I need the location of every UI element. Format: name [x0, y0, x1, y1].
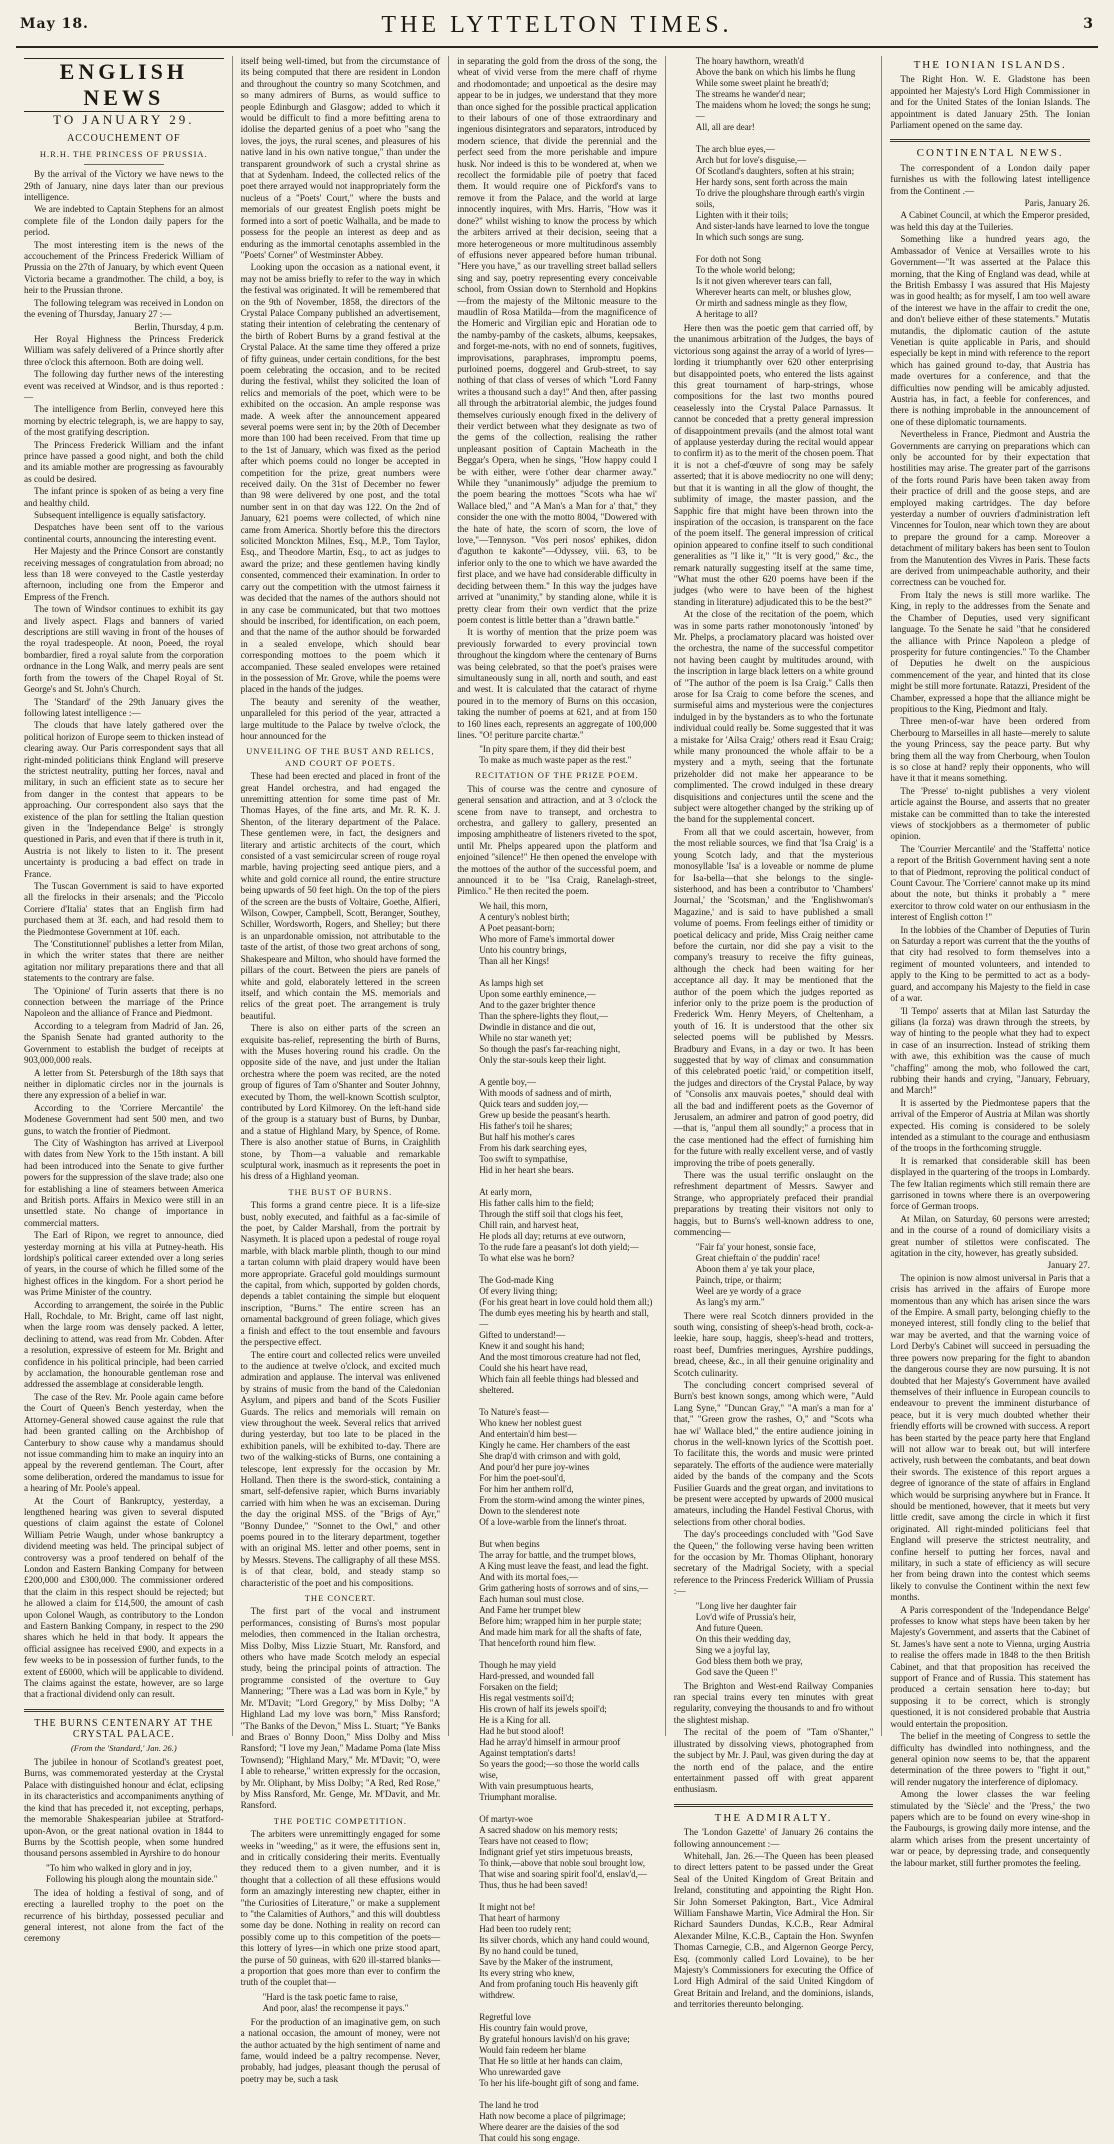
ionian-islands-title: THE IONIAN ISLANDS. — [913, 59, 1067, 71]
section-divider — [24, 1709, 224, 1712]
accouchement-subtitle: H.R.H. THE PRINCESS OF PRUSSIA. — [39, 148, 208, 159]
paragraph: The 'London Gazette' of January 26 contains the following announcement :— — [673, 1827, 874, 1849]
paragraph: A letter from St. Petersburgh of the 18th says that neither in diplomatic circles nor in the journals is there any expression of a belief in war. — [24, 1067, 224, 1101]
paragraph: The Tuscan Government is said to have exported all the firelocks in their arsenals; and the 'Piccolo Corriere d'Italia' states that an English firm had purchased them at 3f. each, and had resold them to the Piedmontese Government at 10f. each. — [24, 881, 224, 937]
paragraph: At the close of the recitation of the poem, which was in some parts rather monotonously 'intoned' by Mr. Phelps, a proclamatory placard was hoisted over the orchestra, the name of the successful competitor not having been caught by multitudes around, with the inscription in large black letters on a white ground of "The author of the poem is Isa Craig." Calls then arose for Isa Craig to come before the scenes, and surmiseful aims and mysterious were the conjectures indulged in by the bystanders as to who the fortunate individual could really be. Some suggested that it was a mistake for 'Ailsa Craig;' others read it Esau Craig; while many pronounced the whole affair to be a mystery and a myth, seeing that the fortunate prizeholder did not make her appearance to be complimented. The crowd indulged in these dreary disquisitions and conjectures until the scene and the subject were altogether changed by the striking up of the band for the supplemental concert. — [673, 609, 874, 825]
paragraph: These had been erected and placed in front of the great Handel orchestra, and had engaged the unremitting attention for some time past of Mr. Thomas Hayes, of the fine arts, and Mr. R. K. J. Shenton, of the literary department of the Palace. These gentlemen were, in fact, the designers and literary and artistic architects of the court, which consisted of a vast semicircular screen of rouge royal marble, having projecting seed antique piers, and a white and gold cornice all round, the entire structure being upwards of 50 feet high. On the top of the piers of the screen are the busts of Voltaire, Goethe, Alfieri, Wilson, Cowper, Campbell, Scott, Beranger, Southey, Schiller, Wordsworth, Rogers, and Shelley; but there is an unpardonable omission, not attributable to the taste of the artist, of those two great archons of song, Shakespeare and Milton, who should have formed the pillars of the court. Between the piers are panels of white and gold, elaborately lettered in the screen itself, and which contain the MS. memorials and relics of the great poet. The arrangement is truly beautiful. — [240, 771, 441, 1021]
paragraph: Something like a hundred years ago, the Ambassador of Venice at Versailles wrote to his Government—"It was asserted at the Palace this morning, that the King of England was dead, while at the British Embassy I was assured that His Majesty was in good health; as for myself, I am too well aware of the interest we have in the affair to credit the one, and don't believe either of these statements." Mutatis mutandis, the diplomatic caution of the astute Venetian is quite applicable in Paris, and should especially be kept in mind with reference to the report which has gained ground to-day, that Austria has made overtures for a conference, and that the difficulties now pending will be amicably adjusted. Austria has, in fact, a feeble for conferences, and there is nothing improbable in the announcement of one of these diplomatic tournaments. — [890, 234, 1090, 427]
paragraph: The case of the Rev. Mr. Poole again came before the Court of Queen's Bench yesterday, when the Attorney-General showed cause against the rule that had been granted calling on the Archbishop of Canterbury to show cause why a mandamus should not issue commanding him to make an inquiry into an appeal by the reverend gentleman. The Court, after some deliberation, ordered the mandamus to issue for a hearing of Mr. Poole's appeal. — [24, 1391, 224, 1494]
paragraph: From all that we could ascertain, however, from the most reliable sources, we find that 'Isa Craig' is a young Scotch lady, and that the mysterious monosyllable 'Isa' is a loveable or nomme de plume for Isa-bella—that she belongs to the single-sisterhood, and has been a contributor to 'Chambers' Journal,' the 'Scotsman,' and the 'Englishwoman's Magazine,' and is said to have published a small volume of poems. From feelings either of timidity or poetical delicacy and pride, Miss Craig neither came before the curtain, nor did she pay a visit to the company's treasury to receive the fifty guineas, although the check had been waiting for her acceptance all day. It may be mentioned that the author of the poem which the judges reported as inferior only to the prize poem is the production of Frederick Wm. Henry Meyers, of Cheltenham, a youth of 16. It is understood that the other six selected poems will be published by Messrs. Bradbury and Evans, in a day or two. It has been suggested that by way of climax and consummation of this celebrated poetic 'raid,' or competition itself, the judges and directors of the Crystal Palace, by way of "Consolis anx mauvais poetes," should deal with all the bad and indifferent poets as the Governor of Jerusalem, an admirer and patron of good poetry, did—that is, "anpul them all soundly;" a process that in the case mentioned had the effect of furnishing him for the future with really excellent verse, and of vastly improving the tribe of poets generally. — [673, 826, 874, 1168]
dateline: Berlin, Thursday, 4 p.m. — [134, 321, 224, 332]
paragraph: From Italy the news is still more warlike. The King, in reply to the addresses from the Senate and the Chamber of Deputies, used very significant language. To the Senate he said "that he considered the alliance with Prince Napoleon a pledge of prosperity for future contingencies." To the Chamber of Deputies he dwelt on the auspicious commencement of the year, and hinted that its close might be still more fortunate. Ratazzi, President of the Chamber, expressed a hope that the alliance might be propitious to the King, Piedmont and Italy. — [890, 589, 1090, 714]
column-4 — [666, 56, 883, 2010]
paragraph: Her Royal Highness the Princess Frederick William was safely delivered of a Prince shortly after three o'clock this afternoon. Both are doing well. — [24, 333, 224, 367]
paragraph: We are indebted to Captain Stephens for an almost complete file of the London daily papers for the period. — [24, 204, 224, 238]
paragraph: The correspondent of a London daily paper furnishes us with the following latest intelligence from the Continent .— — [890, 162, 1090, 196]
paragraph: The City of Washington has arrived at Liverpool with dates from New York to the 15th instant. A bill had been introduced into the Senate to give further powers for the suppression of the slave trade; also one for establishing a line of steamers between America and British ports. Affairs in Mexico were still in an unsettled state. No change of importance in commercial matters. — [24, 1137, 224, 1228]
paragraph: The opinion is now almost universal in Paris that a crisis has arrived in the affairs of Europe more momentous than any which has arisen since the wars of the Empire. A small party, belonging chiefly to the moneyed interest, still fondly cling to the belief that war may be averted, and that the warning voice of Lord Derby's Cabinet will succeed in persuading the three powers now preparing for the fight to abandon the dangerous course they are now pursuing. It is not doubted that her Majesty's Government have availed themselves of their influence in European councils to endeavour to prevent the imminent disturbance of peace, but it is very much doubted whether their friendly efforts will be crowned with success. A report has been started by the peace party here that England will not allow war to break out, but will interfere actively, rush between the combatants, and beat down their swords. The existence of this report argues a degree of ignorance of the state of affairs in England which would be surprising anywhere but in France. It should be mentioned, however, that it meets but very little credit, save among the circle in which it first originated. All right-minded politicians feel that England will preserve the strictest neutrality, and confine herself to putting her forces, naval and military, in such a state of efficiency as will secure her from being drawn into the contest which seems likely to convulse the Continent within the next few months. — [890, 1272, 1090, 1603]
paragraph: The arbiters were unremittingly engaged for some weeks in "weeding," as it were, the effusions sent in, and in critically considering their merits. Eventually they reduced them to a given number, and it is thought that a collection of all these effusions would form an amazingly interesting new chapter, either in "the Curiosities of Literature," or make a supplement to "the Calamities of Authors," and this will doubtless some day be done. Nothing in reality on record can possibly come up to this competition of the poets—this lottery of lyres—in which one prize stood apart, the purse of 50 guineas, with 620 ill-starred blanks—a proportion that goes more than ever to confirm the truth of the couplet that— — [240, 1829, 441, 1988]
paragraph: Three men-of-war have been ordered from Cherbourg to Marseilles in all haste—merely to salute the young Princess, say the peace party. But why bring them all the way from Cherbourg, when Toulon is so close at hand? reply their opponents, who will have it that it means something. — [890, 716, 1090, 784]
paragraph: itself being well-timed, but from the circumstance of its being computed that there are resident in London and throughout the country so many Scotchmen, and so many admirers of Burns, as would suffice to people Edinburgh and Glasgow; added to which it would be difficult to find a more befitting arena to idolise the departed genius of a poet who "sang the loves, the joys, the rural scenes, and pleasures of his native land in his own native tongue," than under the transparent groundwork of such a crystal shrine as that at Sydenham. Indeed, the collected relics of the poet there arrayed would not inappropriately form the nucleus of a "Poets' Court," where the busts and memorials of our greatest English poets might be formed into a sort of poetic Walhalla, and be made to possess for the people an interest as deep and as enduring as the immortal cenotaphs assembled in the "Poets' Corner" of Westminster Abbey. — [240, 56, 441, 260]
verse: "Fair fa' your honest, sonsie face, Great chieftain o' the puddin' race! Aboon them a' ye tak your place, Painch, tripe, or thairm; Weel are ye wordy of a grace As lang's my arm." — [695, 1241, 821, 1307]
column-5 — [882, 56, 1098, 1868]
paragraph: There is also on either parts of the screen an exquisite bas-relief, representing the birth of Burns, with the Muses hovering round his cradle. On the opposite side of the nave, and just under the Italian orchestra where the poem was recited, are the noted group of figures of Tam o'Shanter and Souter Johnny, executed by Thom, the well-known Scottish sculptor, contributed by Lord Kilmorey. On the left-hand side of the group is a statuary bust of Burns, by Dunbar, and a statue of Highland Mary, by Spence, of Rome. There is also another statue of Burns, in Craighlith stone, by Thom—a valuable and remarkable sculptural work, inasmuch as it represents the poet in his dress of a Highland yeoman. — [240, 1023, 441, 1182]
paragraph: According to a telegram from Madrid of Jan. 26, the Spanish Senate had granted authority to the Government to establish the budget of receipts at 903,000,000 reals. — [24, 1020, 224, 1066]
english-news-subheadline: TO JANUARY 29. — [53, 112, 195, 127]
paragraph: 'Il Tempo' asserts that at Milan last Saturday the gilians (la forza) was drawn through the streets, by way of hinting to the people what they had to expect in case of an insurrection. Instead of striking them with awe, this exhibition was the cause of much "chaffing" among the mob, who followed the cart, rubbing their hands and crying, "January, February, and March!" — [890, 1005, 1090, 1096]
paragraph: The beauty and serenity of the weather, unparalleled for this period of the year, attracted a large multitude to the Palace by twelve o'clock, the hour announced for the — [240, 696, 441, 741]
poetic-competition-heading: THE POETIC COMPETITION. — [273, 1815, 408, 1826]
paragraph: The 'Standard' of the 29th January gives the following latest intelligence :— — [24, 696, 224, 718]
paragraph: The entire court and collected relics were unveiled to the audience at twelve o'clock, and excited much admiration and applause. The interval was enlivened by strains of music from the band of the Caledonian Asylum, and pipers and band of the Scots Fusilier Guards. The relics and memorials will remain on view throughout the week. Several relics that arrived during yesterday, but too late to be placed in the exhibition panels, will be exhibited to-day. There are two of the walking-sticks of Burns, one containing a telescope, lent expressly for the occasion by Mr. Holland. Then there is the sword-stick, containing a smart, self-defensive rapier, which Burns invariably carried with him when he was an exciseman. During the day the original MSS. of the "Brigs of Ayr," "Bonny Dundee," "Sonnet to the Owl," and other poems poured in to the literary department, together with an original MS. letter and other poems, sent in by Messrs. Stevens. The calligraphy of all these MSS. is of that clear, bold, and steady stamp so characteristic of the poet and his compositions. — [240, 1349, 441, 1588]
paragraph: The recital of the poem of "Tam o'Shanter," illustrated by dissolving views, photographed from the subject by Mr. J. Paul, was given during the day at the north end of the palace, and the entire entertainment passed off with great apparent enthusiasm. — [673, 1727, 874, 1795]
paragraph: The following telegram was received in London on the evening of Thursday, January 27 :— — [24, 297, 224, 320]
admiralty-title: THE ADMIRALTY. — [714, 1811, 833, 1824]
paragraph: The jubilee in honour of Scotland's greatest poet, Burns, was commemorated yesterday at the Crystal Palace with distinguished honour and éclat, eclipsing in its characteristics and accompaniments anything of the kind that has preceded it, not excepting, perhaps, the memorable Shakespearian jubilee at Stratford-upon-Avon, or the great national ovation in 1844 to Burns by the Scottish people, when some hundred thousand persons assembled in Ayrshire to do honour — [24, 1757, 224, 1859]
paragraph: A Paris correspondent of the 'Independance Belge' professes to know what steps have been taken by her Majesty's Government, and asserts that the Cabinet of St. James's have sent a note to Vienna, urging Austria to realise the offers made in 1848 to the then British Cabinet, and that that proposition has received the support of France and of Russia. This statement has produced a certain sensation here to-day; but supposing it to be correct, which is strongly questioned, it is not considered probable that Austria would entertain the proposition. — [890, 1604, 1090, 1729]
burns-centenary-title: THE BURNS CENTENARY AT THE CRYSTAL PALACE. — [34, 1717, 214, 1741]
paragraph: The infant prince is spoken of as being a very fine and healthy child. — [24, 486, 224, 508]
paragraph: This forms a grand centre piece. It is a life-size bust, nobly executed, and faithful as a fac-simile of the poet, by Calder Marshall, from the portrait by Nasymeth. It is placed upon a pedestal of rouge royal marble, with black marble plinth, though to our mind a tartan column with plaid drapery would have been more appropriate. Graceful gold mouldings surmount the capital, from which, supported by golden chords, depends a tablet containing the simple but eloquent inscription, "Burns." The entire screen has an ornamental background of green foliage, which gives a finish and effect to the tout ensemble and favours the perspective effect. — [240, 1200, 441, 1348]
paragraph: The 'Constitutionnel' publishes a letter from Milan, in which the writer states that there are neither agitation nor military preparations there and that all statements to the contrary are false. — [24, 939, 224, 984]
paragraph: The Right Hon. W. E. Gladstone has been appointed her Majesty's Lord High Commissioner in and for the United States of the Ionian Islands. The appointment is dated January 25th. The Ionian Parliament opened on the same day. — [890, 74, 1090, 131]
columns — [16, 56, 1098, 2143]
section-divider — [674, 1804, 874, 1807]
english-news-body — [24, 169, 224, 1701]
paragraph: According to the 'Corriere Mercantile' the Modenese Government had sent 500 men, and two guns, to watch the frontier of Piedmont. — [24, 1102, 224, 1136]
newspaper-title: THE LYTTELTON TIMES. — [381, 12, 733, 38]
paragraph: At the Court of Bankruptcy, yesterday, a lengthened hearing was given to several disputed questions of claim against the estate of Colonel William Petrie Waugh, under whose bankruptcy a dividend meeting was held. The principal subject of controversy was a proof tendered on behalf of the London and Eastern Banking Company for between £200,000 and £300,000. The commissioner ordered that the claim in this respect should be rejected; but he allowed a claim for £14,500, the amount of cash upon Colonel Waugh, as contributory to the London and Eastern Banking Company, in respect to the 290 shares which he held in that body. It appears the official assignee has received £900, and expects in a few weeks to be in possession of further funds, to the extent of £6000, which will be applicable to dividend. The claims against the estate, however, are so large that a fractional dividend only can result. — [24, 1495, 224, 1700]
paragraph: The concluding concert comprised several of Burn's best known songs, among which were, "Auld Lang Syne," "Duncan Gray," "A man's a man for a' that," "Green grow the rashes, O," and "Scots wha hae wi' Wallace bled," the entire audience joining in chorus in the well-known lyrics of the Scottish poet. To facilitate this, the words and music were printed separately. The efforts of the audience were materially aided by the bands of the company and the Scots Fusilier Guards and the great organ, and invitations to be present were accepted by upwards of 2000 musical amateurs, including the Handel Festival Chorus, with selections from other choral bodies. — [673, 1379, 874, 1527]
dateline: January 27. — [1047, 1260, 1090, 1271]
column-1 — [16, 56, 233, 1944]
paragraph: There were real Scotch dinners provided in the south wing, consisting of sheep's-head broth, cock-a-leekie, hare soup, haggis, sheep's-head and trotters, roast beef, Dumfries meringues, Ayrshire puddings, bread, cheese, &c., in all their genuine originality and Scotch culinarity. — [673, 1310, 874, 1378]
paragraph: The following day further news of the interesting event was received at Windsor, and is thus reported :— — [24, 369, 224, 402]
prize-poem: We hail, this morn, A century's noblest birth; A Poet peasant-born; Who more of Fame's immortal dower Unto his country brings, Than all her Kings! As lamps high set Upon some earthly eminence,— And to the gazer brighter thence Than the sphere-lights they flout,— Dwindle in distance and die out, While no star waneth yet; So though the past's far-reaching night, Only the star-souls keep their light. A gentle boy,— With moods of sadness and of mirth, Quick tears and sudden joy,— Grew up beside the peasant's hearth. His father's toil he shares; But half his mother's cares From his dark searching eyes, Too swift to sympathise, Hid in her heart she bears. At early morn, His father calls him to the field; Through the stiff soil that clogs his feet, Chill rain, and harvest heat, He plods all day; returns at eve outworn, To the rude fare a peasant's lot doth yield;— To what else was he born? The God-made King Of every living thing; (For his great heart in love could hold them all;) The dumb eyes meeting his by hearth and stall,— Gifted to understand!— Knew it and sought his hand; And the most timorous creature had not fled, Could she his heart have read, Which fain all feeble things had blessed and sheltered. To Nature's feast— Who knew her noblest guest And entertain'd him best— Kingly he came. Her chambers of the east She drap'd with crimson and with gold, And pour'd her pure joy-wines For him the poet-soul'd, For him her anthem roll'd, From the storm-wind among the winter pines, Down to the slenderest note Of a love-warble from the linnet's throat. But when begins The array for battle, and the trumpet blows, A King must leave the feast, and lead the fight. And with its mortal foes,— Grim gathering hosts of sorrows and of sins,— Each human soul must close. And Fame her trumpet blew Before him; wrapped him in her purple state; And made him mark for all the shafts of fate, That henceforth round him flew. Though he may yield Hard-pressed, and wounded fall Forsaken on the field; His regal vestments soil'd; His crown of half its jewels spoil'd; He is a King for all. Had he but stood aloof! Had he array'd himself in armour proof Against temptation's darts! So years the good;—so those the world calls wise, With vain presumptuous hearts, Triumphant moralise. Of martyr-woe A sacred shadow on his memory rests; Tears have not ceased to flow; Indignant grief yet stirs impetuous breasts, To think,—above that noble soul brought low, That wise and soaring spirit fool'd, enslav'd,— Thus, thus he had been saved! It might not be! That heart of harmony Had been too rudely rent; Its silver chords, which any hand could wound, By no hand could be tuned, Save by the Maker of the instrument, Its every string who knew, And from profaning touch His heavenly gift withdrew. Regretful love His country fain would prove, By grateful honours lavish'd on his grave; Would fain redeem her blame That He so little at her hands can claim, Who unrewarded gave To her his life-bought gift of song and fame. The land he trod Hath now become a place of pilgrimage; Where dearer are the daisies of the sod That could his song engage. — [479, 900, 653, 2143]
divider — [84, 164, 164, 165]
verse: "Hard is the task poetic fame to raise, And poor, alas! the recompense it pays." — [262, 1991, 409, 2013]
paragraph: According to arrangement, the soirée in the Public Hall, Rochdale, to Mr. Bright, came off last night, when the large room was densely packed. A letter, declining to attend, was read from Mr. Cobden. After a resolution, expressive of esteem for Mr. Bright and confidence in his political principle, had been carried by acclamation, the honourable gentleman rose and addressed the assemblage at considerable length. — [24, 1299, 224, 1390]
paragraph: For the production of an imaginative gem, on such a national occasion, the amount of money, were not the author actuated by the high sentiment of name and fame, would indeed be a paltry recompense. Never, probably, had judges, pleasant though the perusal of poetry may be, such a task — [240, 2016, 441, 2084]
paragraph: The 'Courrier Mercantile' and the 'Staffetta' notice a report of the British Government having sent a note to that of Piedmont, reproving the political conduct of Count Cavour. The 'Corriere' cannot make up its mind about the note, but thinks it probably a " mere exercitor to throw cold water on our enthusiasm in the interest of English cotton !" — [890, 843, 1090, 923]
paragraph: The town of Windsor continues to exhibit its gay and lively aspect. Flags and banners of varied descriptions are still waving in front of the houses of the royal tradespeople. At noon, Poeed, the royal bombardier, fired a royal salute from the corporation ordnance in the Long Walk, and merry peals are sent forth from the towers of the Chapel Royal of St. George's and St. John's Church. — [24, 604, 224, 695]
paragraph: The Princess Frederick William and the infant prince have passed a good night, and both the child and its amiable mother are progressing as favourably as could be desired. — [24, 439, 224, 484]
paragraph: At Milan, on Saturday, 60 persons were arrested; and in the course of a round of domiciliary visits a great number of stilettos were confiscated. The agitation in the city, however, has greatly subsided. — [890, 1213, 1090, 1259]
english-news-headline: ENGLISH NEWS — [24, 58, 224, 112]
paragraph: It is worthy of mention that the prize poem was previously forwarded to every provincial town throughout the kingdom where the centenary of Burns was being celebrated, so that the poet's praises were simultaneously sung in all, north and south, and east and west. It is calculated that the cataract of rhyme poured in to the memory of Burns on this occasion, taking the number of poems at 621, and at from 150 to 160 lines each, represents an aggregate of 100,000 lines. "O! periture parcite chartæ." — [457, 627, 657, 740]
paragraph: By the arrival of the Victory we have news to the 29th of January, nine days later than our previous intelligence. — [24, 169, 224, 203]
paragraph: The most interesting item is the news of the accouchement of the Princess Frederick William of Prussia on the 27th of January, by which event Queen Victoria became a grandmother. The child, a boy, is heir to the Prussian throne. — [24, 239, 224, 296]
verse: "Long live her daughter fair Lov'd wife of Prussia's heir, And future Queen. On this their wedding day, Sing we a joyful lay, God bless them both we pray, God save the Queen !" — [695, 1600, 803, 1677]
paragraph: Looking upon the occasion as a national event, it may not be amiss briefly to refer to the way in which the festival was originated. It will be remembered that on the 9th of November, 1858, the directors of the Crystal Palace Company published an advertisement, stating their intention of celebrating the centenary of the birth of Robert Burns by a grand festival at the Crystal Palace. At the same time they offered a prize of fifty guineas, under certain conditions, for the best poem celebrating the occasion, and to be recited during the festival, whilst they solicited the loan of relics and memorials of the poet, which were to be exhibited on the occasion. An ample response was made. A week after the announcement appeared several poems were sent in; by the 20th of December more than 100 had been received. From that time up to the 1st of January, which was fixed as the period after which poems could no longer be accepted in competition for the prize, great numbers were received daily. On the 31st of December no fewer than 98 were delivered by one post, and the total number sent in on that day was 122. On the 2nd of January, 621 poems were collected, of which nine came from America. Shortly before this the directors solicited Monckton Milnes, Esq., M.P., Tom Taylor, Esq., and Theodore Martin, Esq., to act as judges to award the prize; and these gentlemen having kindly consented, commenced their examination. In order to carry out the competition with the utmost fairness it was decided that the names of the authors should not in any case be communicated, but that two mottoes should be inscribed, for identification, on each poem, and that the name of the author should be forwarded in a sealed envelope, which should bear corresponding mottoes to the poem which it accompanied. These sealed envelopes were retained in the possession of Mr. Grove, while the poems were placed in the hands of the judges. — [240, 262, 441, 695]
paragraph: The day's proceedings concluded with "God Save the Queen," the following verse having been written for the occasion by Mr. Thomas Oliphant, honorary secretary of the Madrigal Society, with a special reference to the Princess Frederick William of Prussia :— — [673, 1529, 874, 1597]
paragraph: The Brighton and West-end Railway Companies ran special trains every ten minutes with great regularity, conveying the thousands to and fro without the slightest mishap. — [673, 1680, 874, 1725]
concert-heading: THE CONCERT. — [304, 1593, 377, 1604]
unveiling-heading: UNVEILING OF THE BUST AND RELICS, AND COURT OF POETS. — [246, 746, 435, 768]
burns-centenary-source: (From the 'Standard,' Jan. 26.) — [70, 1742, 177, 1753]
paragraph: Among the lower classes the war feeling stimulated by the 'Siècle' and the 'Press,' the two papers which are to be found on every wine-shop in the Faubourgs, is growing daily more intense, and the alarm which arises from the present uncertainty of war or peace, by depressing trade, and consequently the labour market, still further promotes the feeling. — [890, 1789, 1090, 1868]
issue-date: May 18. — [20, 16, 89, 32]
paragraph: There was the usual terrific onslaught on the refreshment department of Messrs. Sawyer and Strange, who appropriately prefaced their prandial preparations by treating their visitors not only to haggis, but to Burns's well-known address to one, commencing— — [673, 1170, 874, 1238]
column-3 — [449, 56, 666, 2143]
masthead — [16, 6, 1098, 48]
page-number: 3 — [1083, 16, 1094, 32]
bust-heading: THE BUST OF BURNS. — [288, 1186, 393, 1197]
column-2 — [233, 56, 450, 2084]
paragraph: Here then was the poetic gem that carried off, by the unanimous arbitration of the Judges, the bays of victorious song against the array of a world of lyres—lording it triumphantly over 620 other enterprising but disappointed poets, who entered the lists against this great tournament of harp-strings, whose compositions for the last two months poured ceaselessly into the Crystal Palace Parnassus. It cannot be conceded that a pretty general impression of disappointment prevails (and the almost total want of applause yesterday during the recital would appear to confirm it) as to the merit of the chosen poem. That it is not a chef-d'œuvre of song may be safely asserted; that it is above mediocrity no one will deny; but that it is wanting in all the glow of thought, the sublimity of image, the master passion, and the Sapphic fire that might have been thrown into the inspiration of the occasion, is transparent on the face of the poem itself. The general impression of critical opinion appeared to confine itself to such conditional generalities as "I like it," "It is very good," &c., the remark naturally suggesting itself at the same time, "What must the other 620 poems have been if the judges (who were to have been of the highest standing in literature) adjudicated this to be the best?" — [673, 323, 874, 607]
accouchement-title: ACCOUCHEMENT OF — [67, 133, 181, 145]
paragraph: This of course was the centre and cynosure of general sensation and attraction, and at 3 o'clock the scene from nave to transept, and orchestra to orchestra, and gallery to gallery, presented an imposing amphitheatre of listeners riveted to the spot, until Mr. Phelps appeared upon the platform and enjoined "silence!" He then opened the envelope with the mottoes of the author of the successful poem, and announced it to be "Isa Craig, Ranelagh-street, Pimlico." He then recited the poem. — [457, 783, 657, 897]
verse: "In pity spare them, if they did their best To make as much waste paper as the rest." — [479, 744, 632, 766]
paragraph: The intelligence from Berlin, conveyed here this morning by electric telegraph, is, we are happy to say, of the most gratifying description. — [24, 404, 224, 438]
dateline: Paris, January 26. — [1024, 198, 1090, 209]
paragraph: The first part of the vocal and instrument performances, consisting of Burns's most popular melodies, then commenced in the Italian orchestra, Miss Dolby, Miss Lizzie Stuart, Mr. Ransford, and others who have made Scotch melody an especial study, being the principal points of attraction. The programme consisted of the overture to Guy Mannering; "There was a Lad was born in Kyle," by Mr. M'Davit; "Lord Gregory," by Miss Dolby; "A Highland Lad my love was born," Miss Ransford; "The Banks of the Devon," Miss L. Stuart; "Ye Banks and Braes o' Bonny Doon," Miss Dolby and Miss Ransford; "I love my Jean," Madame Poma (late Miss Townsend); "Highland Mary," Mr. M'Davit; "O, were I able to rehearse," written expressly for the occasion, by Mr. Oliphant, by Miss Dolby; "A Red, Red Rose," by Miss Ransford, Mr. Genge, Mr. M'Davit, and Mr. Ransford. — [240, 1606, 441, 1811]
paragraph: Whitehall, Jan. 26.—The Queen has been pleased to direct letters patent to be passed under the Great Seal of the United Kingdom of Great Britain and Ireland, constituting and appointing the Right Hon. Sir John Somerset Pakington, Bart., Vice Admiral William Fanshawe Martin, Vice Admiral the Hon. Sir Richard Saunders Dundas, K.C.B., Rear Admiral Alexander Milne, K.C.B., Captain the Hon. Swynfen Thomas Carnegie, C.B., and Algernon George Percy, Esq. (commonly called Lord Lovaine), to be her Majesty's Commissioners for executing the Office of Lord High Admiral of the said United Kingdom of Great Britain and Ireland, and the dominions, islands, and territories thereunto belonging. — [673, 1850, 874, 2010]
paragraph: In the lobbies of the Chamber of Deputies of Turin on Saturday a report was current that the the youths of that city had resolved to form themselves into a regiment of mounted volunteers, and intended to apply to the King to be permitted to act as a body-guard, and accompany his Majesty to the field in case of a war. — [890, 924, 1090, 1004]
paragraph: Despatches have been sent off to the various continental courts, announcing the interesting event. — [24, 522, 224, 544]
paragraph: The 'Opinione' of Turin asserts that there is no connection between the marriage of the Prince Napoleon and the alliance of France and Piedmont. — [24, 985, 224, 1019]
prize-poem-continued: The hoary hawthorn, wreath'd Above the bank on which his limbs he flung While some sweet plaint he breath'd; The streams he wander'd near; The maidens whom he loved; the songs he sung;— All, all are dear! The arch blue eyes,— Arch but for love's disguise,— Of Scotland's daughters, soften at his strain; Her hardy sons, sent forth across the main To drive the ploughshare through earth's virgin soils, Lighten with it their toils; And sister-lands have learned to love the tongue In which such songs are sung. For doth not Song To the whole world belong; Is it not given wherever tears can fall, Wherever hearts can melt, or blushes glow, Or mirth and sadness mingle as they flow, A heritage to all? — [695, 56, 871, 319]
paragraph: A Cabinet Council, at which the Emperor presided, was held this day at the Tuileries. — [890, 210, 1090, 232]
paragraph: Nevertheless in France, Piedmont and Austria the Governments are carrying on preparations which can only be accounted for by their expectation that hostilities may arise. The greater part of the garrisons of the forts round Paris have been taken away from their practice of drill and the goose steps, and are employed making cartridges. The day before yesterday a number of ouvriers d'administration left Vincennes for Toulon, near which town they are about to prepare the ground for a camp. Moreover a detachment of military bakers has been sent to Toulon from the Manutention des Vivres in Paris. These facts are derived from unimpeachable authority, and their correctness can be vouched for. — [890, 429, 1090, 588]
verse: "To him who walked in glory and in joy, Following his plough along the mountain side." — [46, 1862, 218, 1884]
paragraph: Subsequent intelligence is equally satisfactory. — [34, 510, 206, 520]
section-divider — [890, 139, 1090, 142]
recitation-heading: RECITATION OF THE PRIZE POEM. — [475, 770, 639, 781]
paragraph: The idea of holding a festival of song, and of erecting a laurelled trophy to the poet on the recurrence of his birthday, possessed peculiar and general interest, not alone from the fact of the ceremony — [24, 1887, 224, 1944]
paragraph: The belief in the meeting of Congress to settle the difficulty has dwindled into nothingness, and the general opinion now seems to be, that the apparent determination of the three powers to "fight it out," will render nugatory the interference of diplomacy. — [890, 1731, 1090, 1787]
paragraph: The clouds that have lately gathered over the political horizon of Europe seem to thicken instead of clearing away. Our Paris correspondent says that all right-minded politicians think England will preserve the strictest neutrality, putting her forces, naval and military, in such an efficient state as to secure her from danger in the contest that appears to be approaching. Our correspondent also says that the existence of the plan for settling the Italian question given in the 'Independance Belge' is strongly questioned in Paris, and even that if there is truth in it, Austria is not likely to listen to it. The present uncertainty is producing a bad effect on trade in France. — [24, 720, 224, 879]
continental-news-title: CONTINENTAL NEWS. — [916, 147, 1064, 160]
paragraph: Her Majesty and the Prince Consort are constantly receiving messages of congratulation from abroad; no less than 18 were conveyed to the Castle yesterday afternoon, including one from the Emperor and Empress of the French. — [24, 546, 224, 602]
paragraph: The 'Presse' to-night publishes a very violent article against the Bourse, and asserts that no greater mistake can be committed than to take the interested views of stockjobbers as a thermometer of public opinion. — [890, 785, 1090, 842]
paragraph: The Earl of Ripon, we regret to announce, died yesterday morning at his villa at Putney-heath. His lordship's political career extended over a long series of years, in the course of which he filled some of the highest offices in the kingdom. For a short period he was Prime Minister of the country. — [24, 1230, 224, 1298]
paragraph: It is remarked that considerable skill has been displayed in the quartering of the troops in Lombardy. The few Italian regiments which still remain there are garrisoned in towns where there is an overpowering force of German troops. — [890, 1155, 1090, 1212]
paragraph: It is asserted by the Piedmontese papers that the arrival of the Emperor of Austria at Milan was shortly expected. His coming is considered to be solely intended as a stimulant to the courage and enthusiasm of the troops in the forthcoming struggle. — [890, 1097, 1090, 1154]
paragraph: in separating the gold from the dross of the song, the wheat of vivid verse from the mere chaff of rhyme and rhodomontade; and unpoetical as the desire may appear to be in judges, we understand that they more than once sighed for the possible practical application to their labours of one of those extraordinary and ingenious disintegrators and separators, introduced by modern science, that divide the perennial and the perfect seed from the more perishable and impure husk. Nor indeed is this to be wondered at, when we recollect the formidable pile of poetry that faced them. It would require one of Pickford's vans to remove it from the Palace, and the world at large innocently inquires, with Mrs. Harris, "How was it done?" whilst wishing to know the process by which the arbiters arrived at their decision, seeing that a more heterogeneous or more multitudinous assembly of effusions never appeared before human tribunal. "Here you have," as our travelling street ballad sellers sing and say, poetry representing every conceivable school, from Ossian down to Sternhold and Hopkins—from the majesty of the Miltonic measure to the maudlin of Rosa Matilda—from the magnificence of the Homeric and Virgilian epic and Horatian ode to the namby-pamby of the caskets, albums, keepsakes, and forget-me-nots, with no end of sonnets, fugitives, improvisations, paraphrases, impromptu poems, purloined poems, doggerel and Grub-street, to say nothing of that class of verses of which "Lord Fanny writes a thousand such a day!" And then, after passing all through the arbitratorial alembic, the judges found themselves curiously enough fixed in the delivery of their verdict between what they designate as two of the gems of the collection, realising the rather unpleasant position of Captain Macheath in the Beggar's Opera, when he sings, "How happy could I be with either, were t'other dear charmer away." While they "unanimously" adjudge the premium to the poem bearing the mottoes "Scots wha hae wi' Wallace bled," and "A Man's a Man for a' that," they consider the one with the motto 8004, "Dowered with the hate of hate, the scorn of scorn, the love of love,"—Tennyson. "Vos peri nosos' ephikes, didon d'aguthon te kakonte"—Odyssey, viii. 63, to be inferior only to the one to which we have awarded the first place, and we have had considerable difficulty in deciding between them." In this way the judges have arrived at "unanimity," by standing alone, while it is pretty clear from their own verdict that the prize poem contest is little better than a "drawn battle." — [457, 56, 657, 625]
